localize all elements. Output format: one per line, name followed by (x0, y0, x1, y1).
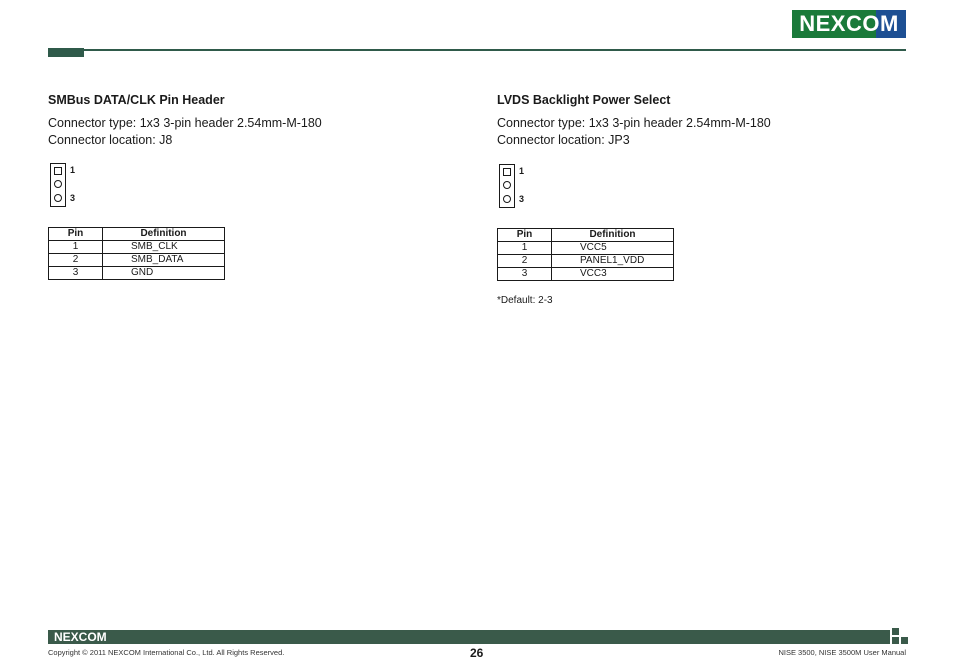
section-title: SMBus DATA/CLK Pin Header (48, 93, 225, 107)
nexcom-logo (792, 10, 906, 38)
pin-1-square (503, 168, 511, 176)
col-header-definition: Definition (103, 228, 225, 241)
copyright-text: Copyright © 2011 NEXCOM International Co., Ltd. All Rights Reserved. (48, 648, 285, 657)
cell-definition: VCC5 (552, 242, 674, 255)
pin-3-round (503, 195, 511, 203)
pin-definition-table (48, 227, 225, 280)
cell-pin: 3 (498, 268, 552, 281)
header-accent-block (48, 48, 84, 57)
table-row (49, 267, 225, 280)
footer-bar (48, 630, 890, 644)
cell-pin: 1 (498, 242, 552, 255)
col-header-pin: Pin (49, 228, 103, 241)
cell-pin: 2 (49, 254, 103, 267)
pin-header-outline (499, 164, 515, 208)
pin-label-top: 1 (70, 165, 76, 175)
pin-label-bottom: 3 (70, 193, 76, 203)
cell-definition: SMB_DATA (103, 254, 225, 267)
table-row (498, 255, 674, 268)
cell-pin: 3 (49, 267, 103, 280)
pin-1-square (54, 167, 62, 175)
pin-definition-table (497, 228, 674, 281)
cell-definition: SMB_CLK (103, 241, 225, 254)
pin-2-round (503, 181, 511, 189)
table-row (49, 254, 225, 267)
smbus-section (48, 92, 388, 280)
logo-text: NEXCOM (799, 11, 899, 36)
footer-corner-square (892, 628, 899, 635)
cell-definition: PANEL1_VDD (552, 255, 674, 268)
cell-definition: VCC3 (552, 268, 674, 281)
header-rule (84, 49, 906, 51)
pin-header-outline (50, 163, 66, 207)
cell-pin: 1 (49, 241, 103, 254)
pin-label-bottom: 3 (519, 194, 525, 204)
section-title: LVDS Backlight Power Select (497, 93, 671, 107)
connector-location: Connector location: J8 (48, 133, 173, 147)
default-note: *Default: 2-3 (497, 295, 553, 306)
footer-corner-square (892, 637, 899, 644)
pin-3-round (54, 194, 62, 202)
connector-location: Connector location: JP3 (497, 133, 630, 147)
pin-header-diagram (497, 164, 837, 212)
pin-header-diagram (48, 163, 388, 211)
connector-type: Connector type: 1x3 3-pin header 2.54mm-M-180 (48, 116, 322, 130)
footer-corner-square (901, 637, 908, 644)
table-row (498, 268, 674, 281)
lvds-section (497, 92, 837, 306)
pin-2-round (54, 180, 62, 188)
connector-type: Connector type: 1x3 3-pin header 2.54mm-M-180 (497, 116, 771, 130)
pin-label-top: 1 (519, 166, 525, 176)
col-header-pin: Pin (498, 229, 552, 242)
footer-logo: NEXCOM (54, 630, 107, 644)
manual-title: NISE 3500, NISE 3500M User Manual (778, 648, 906, 657)
cell-pin: 2 (498, 255, 552, 268)
table-header-row (498, 229, 674, 242)
table-header-row (49, 228, 225, 241)
table-row (49, 241, 225, 254)
table-row (498, 242, 674, 255)
page-number: 26 (470, 646, 484, 660)
col-header-definition: Definition (552, 229, 674, 242)
cell-definition: GND (103, 267, 225, 280)
